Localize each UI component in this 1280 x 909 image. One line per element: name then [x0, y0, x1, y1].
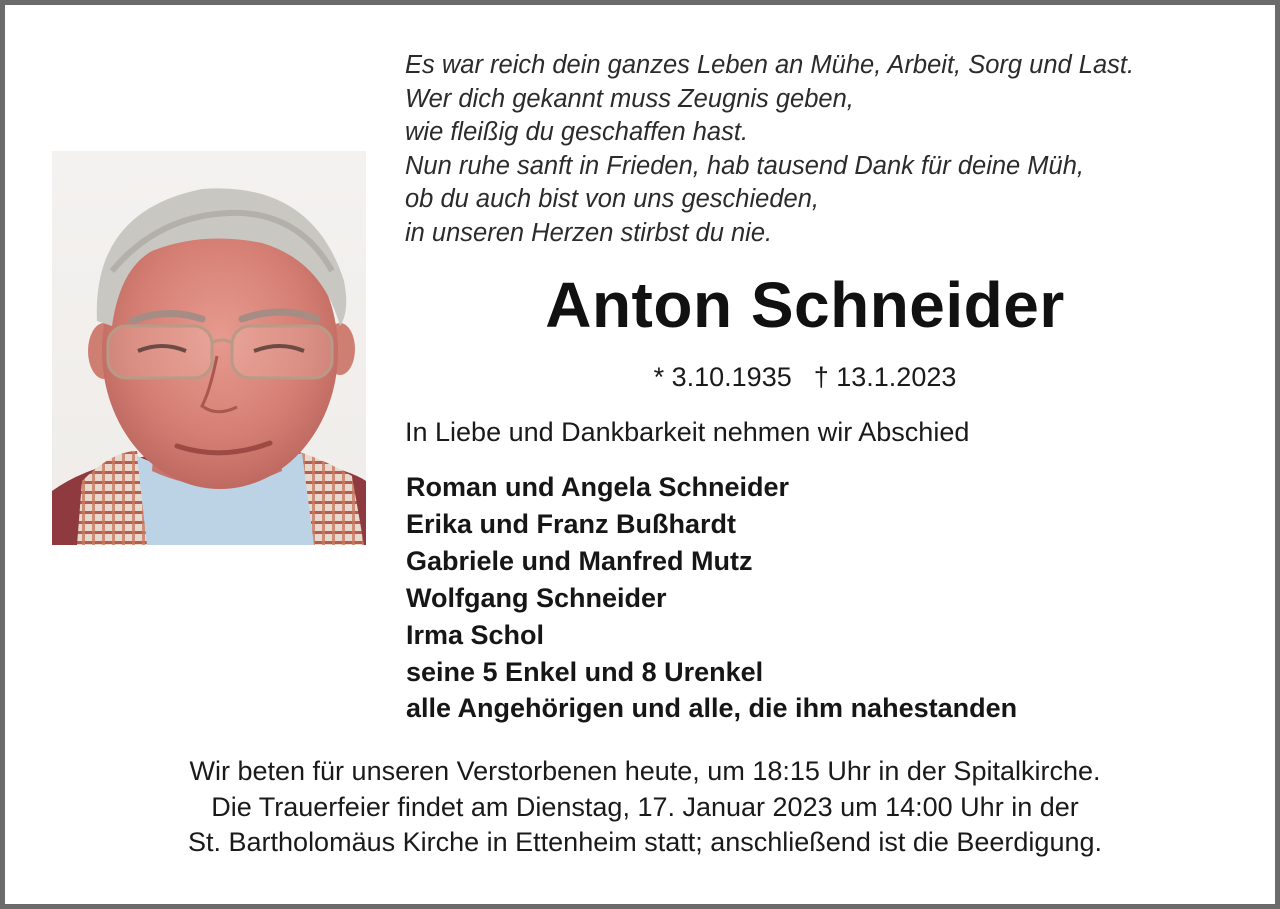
mourner-entry: Gabriele und Manfred Mutz — [406, 545, 753, 576]
mourners-list — [406, 469, 1017, 727]
death-date: † 13.1.2023 — [813, 362, 957, 392]
mourner-entry: seine 5 Enkel und 8 Urenkel — [406, 656, 764, 687]
service-notice — [45, 754, 1245, 861]
memorial-poem — [405, 49, 1265, 250]
mourner-entry: Roman und Angela Schneider — [406, 472, 790, 502]
mourner-entry: Wolfgang Schneider — [406, 582, 667, 613]
farewell-intro: In Liebe und Dankbarkeit nehmen wir Abschied — [405, 417, 970, 447]
poem-line: Es war reich dein ganzes Leben an Mühe, Arbeit, Sorg und Last. — [405, 51, 1135, 79]
birth-date: * 3.10.1935 — [653, 362, 792, 392]
mourner-entry: alle Angehörigen und alle, die ihm nahestanden — [406, 693, 1018, 724]
life-dates — [405, 359, 1205, 395]
notice-line: St. Bartholomäus Kirche in Ettenheim statt; anschließend ist die Beerdigung. — [188, 827, 1102, 857]
notice-line: Wir beten für unseren Verstorbenen heute, um 18:15 Uhr in der Spitalkirche. — [189, 756, 1101, 786]
notice-line: Die Trauerfeier findet am Dienstag, 17. Januar 2023 um 14:00 Uhr in der — [211, 791, 1079, 822]
mourner-entry: Irma Schol — [406, 619, 545, 650]
poem-line: ob du auch bist von uns geschieden, — [405, 185, 819, 213]
poem-line: wie fleißig du geschaffen hast. — [405, 118, 749, 146]
poem-line: Wer dich gekannt muss Zeugnis geben, — [405, 84, 854, 113]
poem-line: in unseren Herzen stirbst du nie. — [405, 218, 773, 247]
mourner-entry: Erika und Franz Bußhardt — [406, 508, 737, 539]
deceased-name: Anton Schneider — [545, 269, 1065, 341]
portrait-photo — [52, 151, 366, 545]
poem-line: Nun ruhe sanft in Frieden, hab tausend Dank für deine Müh, — [405, 151, 1084, 180]
